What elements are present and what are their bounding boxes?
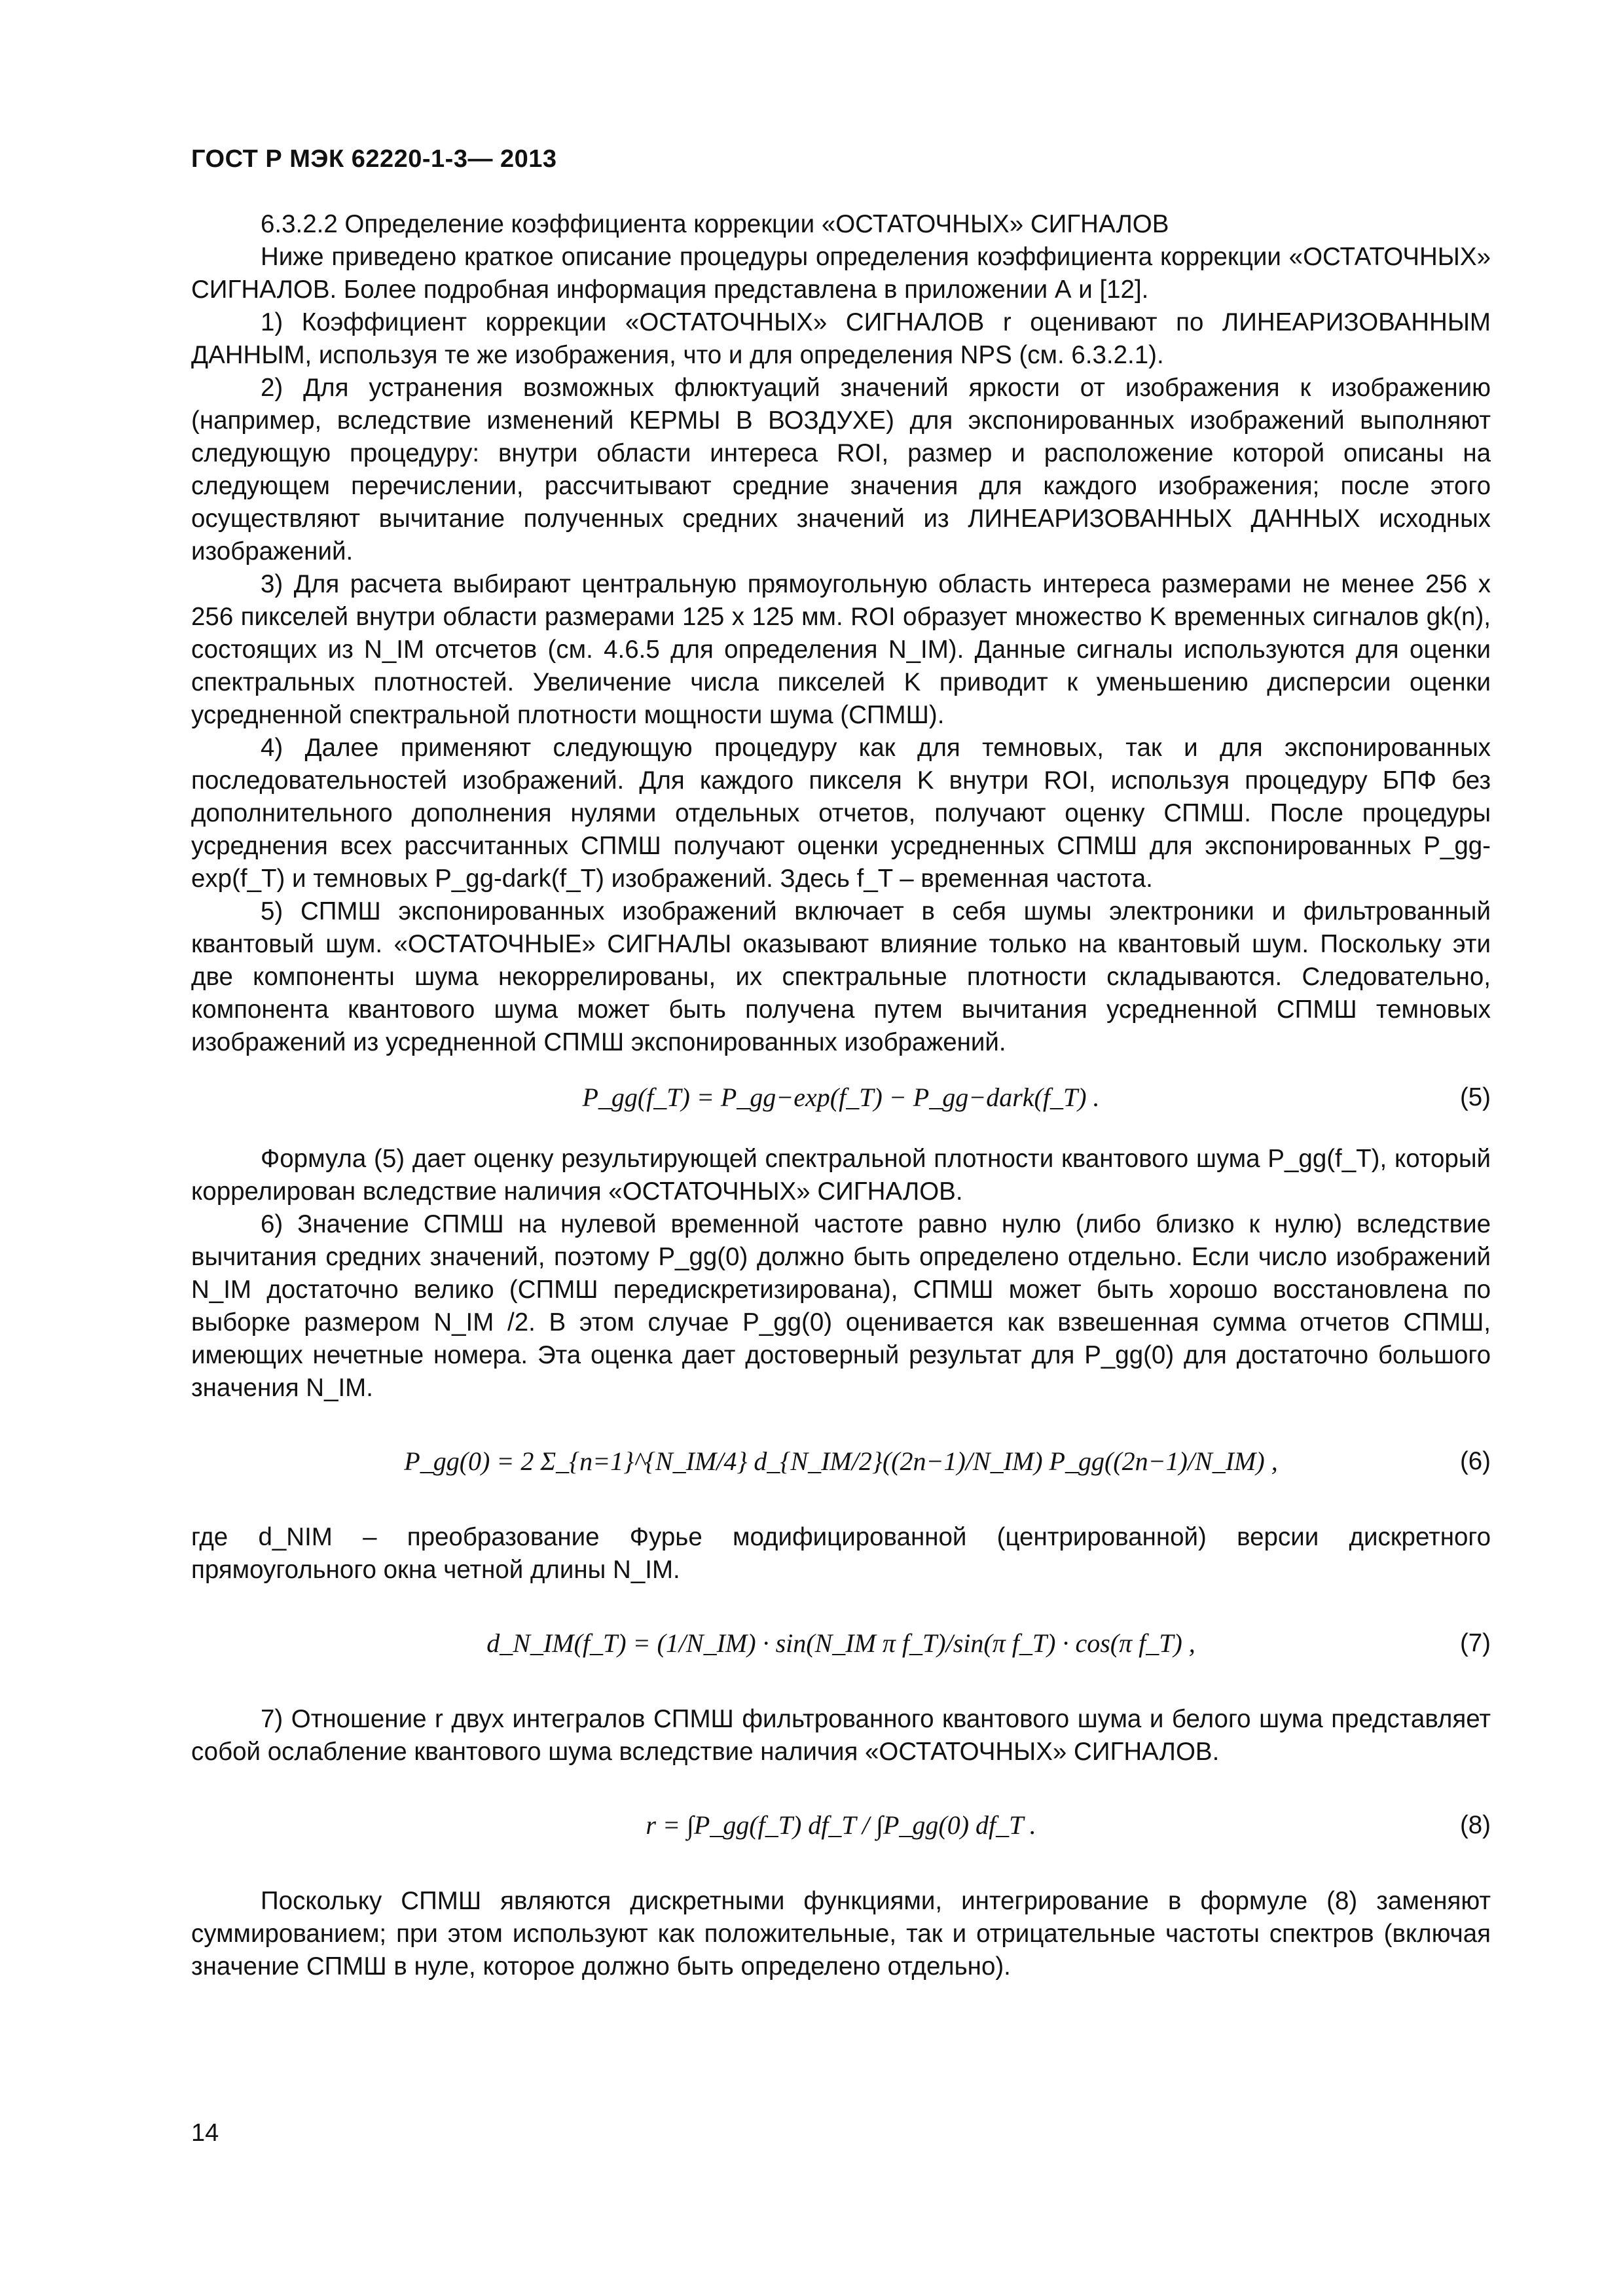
paragraph: 7) Отношение r двух интегралов СПМШ фильтрованного квантового шума и белого шума представляет собой ослабление квантового шума вследствие наличия «ОСТАТОЧНЫХ» СИГНАЛОВ. xyxy=(191,1705,1491,1766)
formula-6 xyxy=(191,1427,1491,1499)
paragraph: Поскольку СПМШ являются дискретными функциями, интегрирование в формуле (8) заменяют суммированием; при этом используют как положительные, так и отрицательные частоты спектров (включая значение СПМШ в нуле, которое должно быть определено отдельно). xyxy=(191,1887,1491,1981)
section-heading: 6.3.2.2 Определение коэффициента коррекции «ОСТАТОЧНЫХ» СИГНАЛОВ xyxy=(261,210,1169,238)
paragraph: 5) СПМШ экспонированных изображений включает в себя шумы электроники и фильтрованный квантовый шум. «ОСТАТОЧНЫЕ» СИГНАЛЫ оказывают влияние только на квантовый шум. Поскольку эти две компоненты шума некоррелированы, их спектральные плотности складываются. Следовательно, компонента квантового шума может быть получена путем вычитания усредненной СПМШ темновых изображений из усредненной СПМШ экспонированных изображений. xyxy=(191,897,1491,1056)
document-body xyxy=(191,208,1491,1983)
paragraph: 2) Для устранения возможных флюктуаций значений яркости от изображения к изображению (например, вследствие изменений КЕРМЫ В ВОЗДУХЕ) для экспонированных изображений выполняют следующую процедуру: внутри области интереса ROI, размер и расположение которой описаны на следующем перечислении, рассчитывают средние значения для каждого изображения; после этого осуществляют вычитание полученных средних значений из ЛИНЕАРИЗОВАННЫХ ДАННЫХ исходных изображений. xyxy=(191,374,1491,565)
formula-6-expression: P_gg(0) = 2 Σ_{n=1}^{N_IM/4} d_{N_IM/2}((2n−1)/N_IM) P_gg((2n−1)/N_IM) , xyxy=(404,1446,1278,1476)
formula-8-expression: r = ∫P_gg(f_T) df_T / ∫P_gg(0) df_T . xyxy=(646,1810,1036,1840)
formula-8 xyxy=(191,1791,1491,1863)
formula-8-number: (8) xyxy=(1459,1811,1491,1839)
paragraph: 6) Значение СПМШ на нулевой временной частоте равно нулю (либо близко к нулю) вследствие вычитания средних значений, поэтому P_gg(0) должно быть определено отдельно. Если число изображений N_IM достаточно велико (СПМШ передискретизирована), СПМШ может быть хорошо восстановлена по выборке размером N_IM /2. В этом случае P_gg(0) оценивается как взвешенная сумма отчетов СПМШ, имеющих нечетные номера. Эта оценка дает достоверный результат для P_gg(0) для достаточно большого значения N_IM. xyxy=(191,1210,1491,1402)
formula-5-number: (5) xyxy=(1459,1083,1491,1111)
paragraph: 1) Коэффициент коррекции «ОСТАТОЧНЫХ» СИГНАЛОВ r оценивают по ЛИНЕАРИЗОВАННЫМ ДАННЫМ, используя те же изображения, что и для определения NPS (см. 6.3.2.1). xyxy=(191,308,1491,369)
paragraph: Ниже приведено краткое описание процедуры определения коэффициента коррекции «ОСТАТОЧНЫХ» СИГНАЛОВ. Более подробная информация представлена в приложении А и [12]. xyxy=(191,243,1491,304)
formula-6-number: (6) xyxy=(1459,1447,1491,1475)
formula-7 xyxy=(191,1609,1491,1681)
formula-5-expression: P_gg(f_T) = P_gg−exp(f_T) − P_gg−dark(f_T) . xyxy=(582,1083,1100,1112)
formula-7-number: (7) xyxy=(1459,1629,1491,1657)
paragraph: Формула (5) дает оценку результирующей спектральной плотности квантового шума P_gg(f_T), который коррелирован вследствие наличия «ОСТАТОЧНЫХ» СИГНАЛОВ. xyxy=(191,1145,1491,1206)
formula-5 xyxy=(191,1081,1491,1121)
paragraph: 4) Далее применяют следующую процедуру как для темновых, так и для экспонированных последовательностей изображений. Для каждого пикселя K внутри ROI, используя процедуру БПФ без дополнительного дополнения нулями отдельных отчетов, получают оценку СПМШ. После процедуры усреднения всех рассчитанных СПМШ получают оценки усредненных СПМШ для экспонированных P_gg-exp(f_T) и темновых P_gg-dark(f_T) изображений. Здесь f_T – временная частота. xyxy=(191,734,1491,893)
page-number: 14 xyxy=(191,2119,219,2147)
paragraph: где d_NIM – преобразование Фурье модифицированной (центрированной) версии дискретного прямоугольного окна четной длины N_IM. xyxy=(191,1523,1491,1584)
formula-7-expression: d_N_IM(f_T) = (1/N_IM) · sin(N_IM π f_T)/sin(π f_T) · cos(π f_T) , xyxy=(486,1628,1195,1658)
paragraph: 3) Для расчета выбирают центральную прямоугольную область интереса размерами не менее 256 х 256 пикселей внутри области размерами 125 х 125 мм. ROI образует множество K временных сигналов gk(n), состоящих из N_IM отсчетов (см. 4.6.5 для определения N_IM). Данные сигналы используются для оценки спектральных плотностей. Увеличение числа пикселей K приводит к уменьшению дисперсии оценки усредненной спектральной плотности мощности шума (СПМШ). xyxy=(191,570,1491,729)
document-header: ГОСТ Р МЭК 62220-1-3— 2013 xyxy=(191,145,557,173)
